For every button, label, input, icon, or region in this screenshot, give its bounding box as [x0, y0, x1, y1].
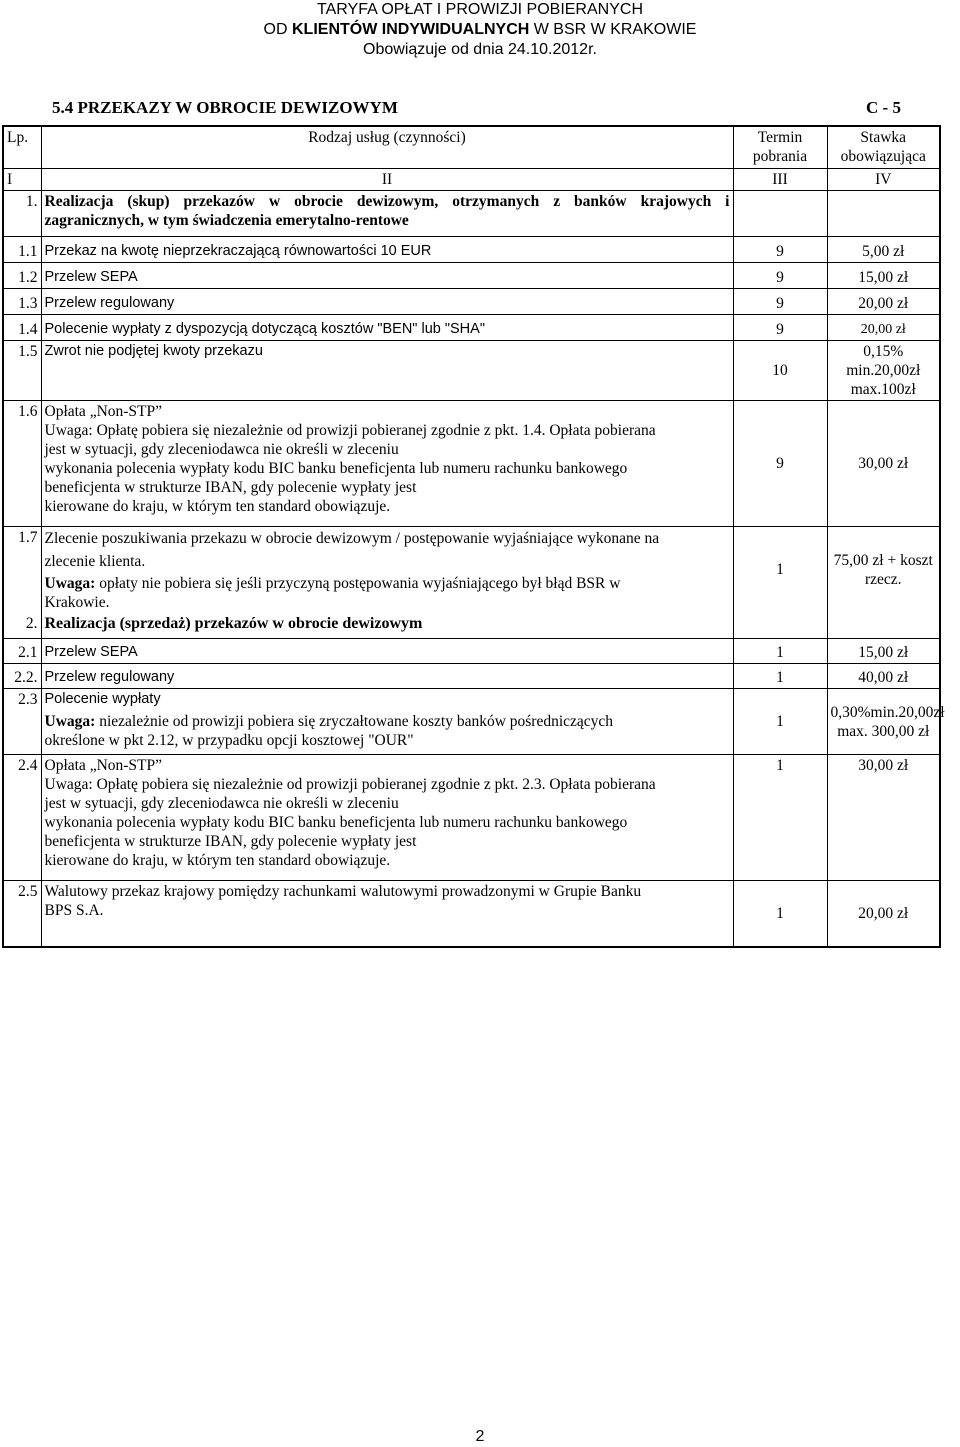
- header-line-2-bold: KLIENTÓW INDYWIDUALNYCH: [292, 21, 530, 38]
- row-2-3-rate-1: 0,30%min.20,00zł: [830, 703, 945, 721]
- section-code: C - 5: [866, 98, 901, 117]
- table-row: [3, 881, 940, 947]
- row-1-1-text: Przekaz na kwotę nieprzekraczającą równowartości 10 EUR: [41, 236, 733, 262]
- row-2-4-line-4: beneficjenta w strukturze IBAN, gdy polecenie wypłaty jest: [44, 833, 417, 850]
- row-2-5-term: 1: [733, 881, 827, 947]
- table-row: [3, 639, 940, 664]
- table-row: [3, 314, 940, 340]
- header-term: [733, 126, 827, 168]
- header-term-2: pobrania: [752, 148, 808, 165]
- table-row: [3, 526, 940, 613]
- row-1-5-rate-2: max.100zł: [850, 380, 916, 398]
- row-1-6-line-2: jest w sytuacji, gdy zleceniodawca nie określi w zleceniu: [44, 440, 399, 458]
- row-1-2-term: 9: [733, 262, 827, 288]
- row-2-4-lp: 2.4: [3, 755, 41, 881]
- row-2-lp: 2.: [3, 613, 41, 639]
- row-1-3-rate: 20,00 zł: [827, 288, 940, 314]
- row-2-3-text: [41, 689, 733, 755]
- row-1-1-term: 9: [733, 236, 827, 262]
- row-2-2-rate: 40,00 zł: [827, 664, 940, 689]
- row-2-5-rate: 20,00 zł: [827, 881, 940, 947]
- row-1-1-lp: 1.1: [3, 236, 41, 262]
- row-2-3-note-text: niezależnie od prowizji pobiera się zryczałtowane koszty banków pośredniczących: [95, 713, 614, 730]
- row-1-5-rate: [827, 340, 940, 400]
- table-row: [3, 664, 940, 689]
- row-1-7-text: [41, 526, 733, 613]
- row-1-7-line-2: zlecenie klienta.: [44, 552, 146, 570]
- row-2-3-title: Polecenie wypłaty: [44, 691, 161, 707]
- row-1-7-note-text: opłaty nie pobiera się jeśli przyczyną postępowania wyjaśniającego był błąd BSR w: [95, 574, 621, 592]
- row-1-term: [733, 190, 827, 236]
- row-1-7-note: [45, 574, 730, 593]
- row-1-6-title: Opłata „Non-STP”: [44, 402, 163, 420]
- tariff-table: [2, 125, 945, 948]
- header-line-2-pre: OD: [263, 21, 292, 38]
- row-2-text: Realizacja (sprzedaż) przekazów w obrocie dewizowym: [41, 613, 733, 639]
- header-line-1: TARYFA OPŁAT I PROWIZJI POBIERANYCH: [317, 1, 643, 18]
- row-2-5-line-2: BPS S.A.: [44, 902, 104, 919]
- row-2-4-text: [41, 755, 733, 881]
- row-1-5-rate-1: 0,15% min.20,00zł: [846, 342, 921, 379]
- row-1-7-term: 1: [733, 526, 827, 613]
- table-row: [3, 236, 940, 262]
- row-1-lp: 1.: [3, 190, 41, 236]
- header-rate: [827, 126, 940, 168]
- row-1-4-text: Polecenie wypłaty z dyspozycją dotyczącą kosztów "BEN" lub "SHA": [41, 314, 733, 340]
- row-1-1-rate: 5,00 zł: [827, 236, 940, 262]
- header-rate-2: obowiązująca: [840, 148, 926, 165]
- row-1-text: [41, 190, 733, 236]
- table-row: [3, 400, 940, 526]
- row-2-5-lp: 2.5: [3, 881, 41, 947]
- row-1-2-text: Przelew SEPA: [41, 262, 733, 288]
- roman-2: II: [41, 168, 733, 190]
- row-2-3-line-3: określone w pkt 2.12, w przypadku opcji kosztowej "OUR": [44, 732, 414, 749]
- row-1-4-term: 9: [733, 314, 827, 340]
- header-term-1: Termin: [757, 129, 803, 146]
- row-1-text-line: Realizacja (skup) przekazów w obrocie dewizowym, otrzymanych z banków krajowych i zagranicznych, w tym świadczenia emerytalno-rentowe: [44, 192, 730, 229]
- header-lp: Lp.: [3, 126, 41, 168]
- roman-4: IV: [827, 168, 940, 190]
- row-2-4-title: Opłata „Non-STP”: [44, 757, 163, 774]
- row-1-6-line-1: Uwaga: Opłatę pobiera się niezależnie od prowizji pobieranej zgodnie z pkt. 1.4. Opłata pobierana: [44, 421, 656, 439]
- table-row: [3, 613, 940, 639]
- row-1-6-term: 9: [733, 400, 827, 526]
- row-1-6-line-5: kierowane do kraju, w którym ten standard obowiązuje.: [44, 497, 391, 515]
- row-1-3-term: 9: [733, 288, 827, 314]
- row-2-1-text: Przelew SEPA: [41, 639, 733, 664]
- table-row: [3, 755, 940, 881]
- row-2-4-line-3: wykonania polecenia wypłaty kodu BIC banku beneficjenta lub numeru rachunku bankowego: [44, 814, 628, 831]
- row-1-6-text: [41, 400, 733, 526]
- row-2-3-rate-2: max. 300,00 zł: [837, 722, 930, 740]
- roman-3: III: [733, 168, 827, 190]
- row-1-7-lp: 1.7: [3, 526, 41, 613]
- roman-row: [3, 168, 940, 190]
- row-1-3-text: Przelew regulowany: [41, 288, 733, 314]
- row-2-3-note: [45, 712, 730, 731]
- table-row: [3, 689, 940, 755]
- row-1-7-rate-2: rzecz.: [864, 570, 902, 588]
- row-1-7-rate-1: 75,00 zł + koszt: [833, 551, 933, 569]
- row-1-4-lp: 1.4: [3, 314, 41, 340]
- row-2-3-term: 1: [733, 689, 827, 755]
- page-number: 2: [475, 1428, 485, 1445]
- row-2-4-line-1: Uwaga: Opłatę pobiera się niezależnie od prowizji pobieranej zgodnie z pkt. 2.3. Opłata pobierana: [44, 776, 656, 793]
- row-1-2-lp: 1.2: [3, 262, 41, 288]
- table-row: [3, 340, 940, 400]
- row-2-1-term: 1: [733, 639, 827, 664]
- row-1-6-line-4: beneficjenta w strukturze IBAN, gdy polecenie wypłaty jest: [44, 478, 417, 496]
- row-2-2-text: Przelew regulowany: [41, 664, 733, 689]
- header-rate-1: Stawka: [860, 129, 907, 146]
- table-header-row: [3, 126, 940, 168]
- table-row: [3, 262, 940, 288]
- row-2-term: [733, 613, 827, 639]
- row-2-1-lp: 2.1: [3, 639, 41, 664]
- row-1-7-line-4: Krakowie.: [44, 593, 110, 611]
- header-line-3: Obowiązuje od dnia 24.10.2012r.: [363, 41, 597, 58]
- row-1-4-rate: 20,00 zł: [827, 314, 940, 340]
- row-2-1-rate: 15,00 zł: [827, 639, 940, 664]
- table-row: [3, 288, 940, 314]
- row-1-6-line-3: wykonania polecenia wypłaty kodu BIC banku beneficjenta lub numeru rachunku bankowego: [44, 459, 628, 477]
- row-1-6-lp: 1.6: [3, 400, 41, 526]
- row-2-4-line-2: jest w sytuacji, gdy zleceniodawca nie określi w zleceniu: [44, 795, 399, 812]
- table-row: [3, 190, 940, 236]
- header-line-2: [0, 20, 960, 40]
- row-1-5-text: Zwrot nie podjętej kwoty przekazu: [41, 340, 733, 400]
- row-1-5-lp: 1.5: [3, 340, 41, 400]
- header-service: Rodzaj usług (czynności): [41, 126, 733, 168]
- row-1-5-term: 10: [733, 340, 827, 400]
- row-2-4-line-5: kierowane do kraju, w którym ten standard obowiązuje.: [44, 852, 391, 869]
- row-2-3-rate: [827, 689, 945, 755]
- header-line-2-post: W BSR W KRAKOWIE: [529, 21, 697, 38]
- row-2-5-text: [41, 881, 733, 947]
- row-1-7-line-1: Zlecenie poszukiwania przekazu w obrocie dewizowym / postępowanie wyjaśniające wykonane na: [44, 529, 660, 547]
- row-2-rate: [827, 613, 940, 639]
- row-1-6-rate: 30,00 zł: [827, 400, 940, 526]
- roman-1: I: [3, 168, 41, 190]
- row-1-7-rate: [827, 526, 940, 613]
- row-1-3-lp: 1.3: [3, 288, 41, 314]
- row-1-rate: [827, 190, 940, 236]
- row-2-4-term: 1: [733, 755, 827, 881]
- row-2-2-term: 1: [733, 664, 827, 689]
- section-title: 5.4 PRZEKAZY W OBROCIE DEWIZOWYM: [52, 98, 398, 117]
- row-2-5-line-1: Walutowy przekaz krajowy pomiędzy rachunkami walutowymi prowadzonymi w Grupie Banku: [44, 883, 642, 900]
- row-1-2-rate: 15,00 zł: [827, 262, 940, 288]
- row-2-4-rate: 30,00 zł: [827, 755, 940, 881]
- row-2-2-lp: 2.2.: [3, 664, 41, 689]
- row-2-3-note-label: Uwaga:: [44, 713, 96, 730]
- row-1-7-note-label: Uwaga:: [44, 574, 96, 592]
- row-2-3-lp: 2.3: [3, 689, 41, 755]
